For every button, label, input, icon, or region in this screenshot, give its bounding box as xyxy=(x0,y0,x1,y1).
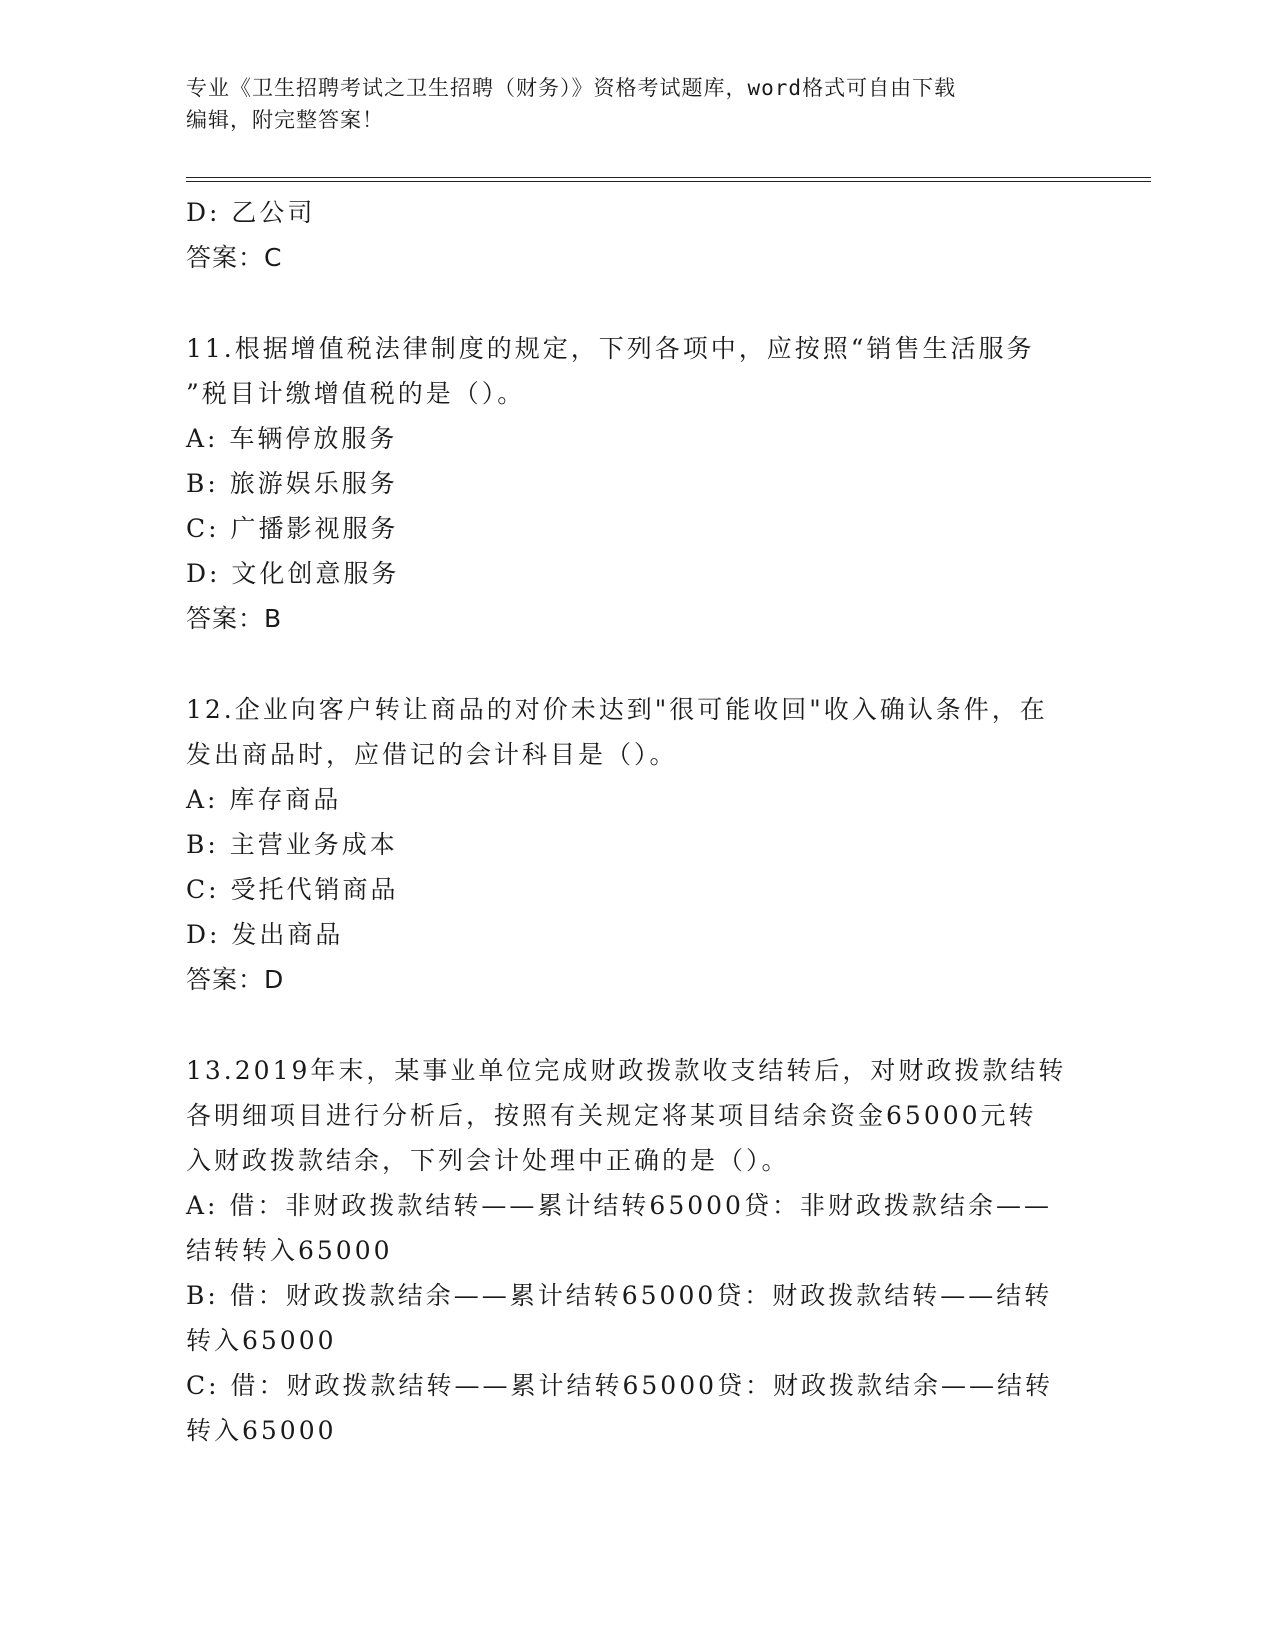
previous-question-tail xyxy=(186,190,1086,280)
question-stem-line: 13.2019年末，某事业单位完成财政拨款收支结转后，对财政拨款结转 xyxy=(186,1056,1067,1085)
option-c: C: 受托代销商品 xyxy=(186,875,399,904)
question-13 xyxy=(186,1048,1086,1453)
answer-line: 答案：D xyxy=(186,965,285,994)
option-d: D: 发出商品 xyxy=(186,920,344,949)
page-header xyxy=(186,72,1076,136)
option-a-continued: 结转转入65000 xyxy=(186,1236,393,1265)
header-line-2: 编辑，附完整答案！ xyxy=(186,108,384,132)
spacer xyxy=(186,280,1086,326)
option-b-continued: 转入65000 xyxy=(186,1326,337,1355)
question-12 xyxy=(186,687,1086,1002)
option-c: C: 广播影视服务 xyxy=(186,514,399,543)
option-b: B: 主营业务成本 xyxy=(186,830,398,859)
header-line-1: 专业《卫生招聘考试之卫生招聘（财务）》资格考试题库，word格式可自由下载 xyxy=(186,76,957,100)
question-11 xyxy=(186,326,1086,641)
option-a: A: 库存商品 xyxy=(186,785,342,814)
option-d: D: 文化创意服务 xyxy=(186,559,400,588)
question-stem-line: 各明细项目进行分析后，按照有关规定将某项目结余资金65000元转 xyxy=(186,1101,1037,1130)
option-d: D: 乙公司 xyxy=(186,198,316,227)
option-c: C: 借：财政拨款结转——累计结转65000贷：财政拨款结余——结转 xyxy=(186,1371,1054,1400)
option-c-continued: 转入65000 xyxy=(186,1416,337,1445)
answer-line: 答案：C xyxy=(186,243,283,272)
option-a: A: 车辆停放服务 xyxy=(186,424,398,453)
question-stem-line: 12.企业向客户转让商品的对价未达到"很可能收回"收入确认条件，在 xyxy=(186,695,1048,724)
question-stem-line: 发出商品时，应借记的会计科目是（）。 xyxy=(186,740,678,769)
spacer xyxy=(186,641,1086,687)
header-divider xyxy=(186,177,1151,182)
question-stem-line: ”税目计缴增值税的是（）。 xyxy=(186,379,526,408)
spacer xyxy=(186,1002,1086,1048)
option-a: A: 借：非财政拨款结转——累计结转65000贷：非财政拨款结余—— xyxy=(186,1191,1052,1220)
question-stem-line: 11.根据增值税法律制度的规定，下列各项中，应按照“销售生活服务 xyxy=(186,334,1035,363)
document-body xyxy=(186,190,1086,1453)
option-b: B: 旅游娱乐服务 xyxy=(186,469,398,498)
option-b: B: 借：财政拨款结余——累计结转65000贷：财政拨款结转——结转 xyxy=(186,1281,1053,1310)
answer-line: 答案：B xyxy=(186,604,283,633)
question-stem-line: 入财政拨款结余，下列会计处理中正确的是（）。 xyxy=(186,1146,790,1175)
